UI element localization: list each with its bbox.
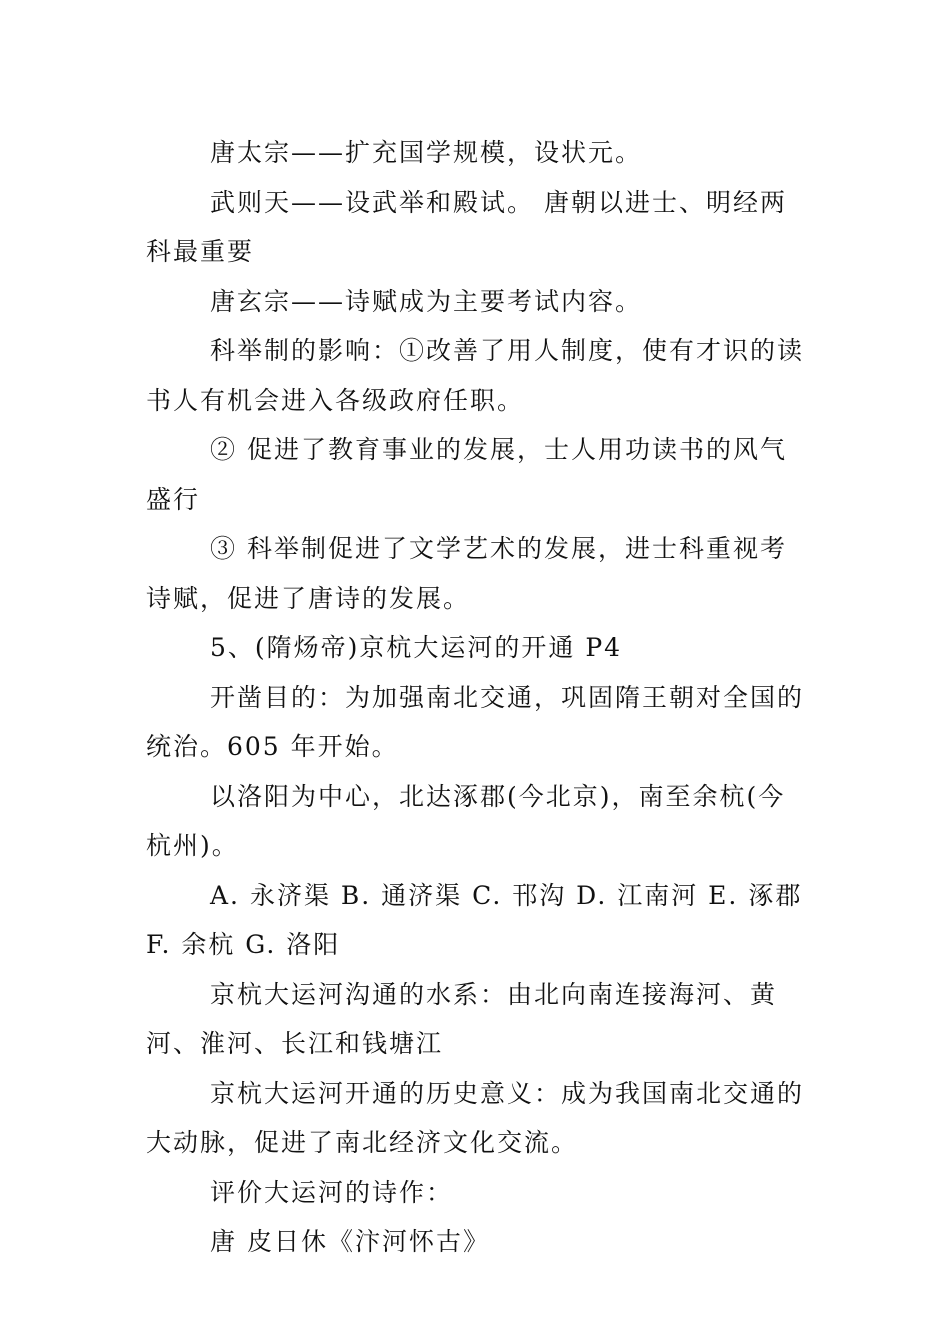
- paragraph-influence-3: ③ 科举制促进了文学艺术的发展，进士科重视考诗赋，促进了唐诗的发展。: [146, 534, 787, 613]
- document-body: [146, 128, 811, 1267]
- paragraph-influence-2: ② 促进了教育事业的发展，士人用功读书的风气盛行: [146, 435, 787, 514]
- paragraph-canal-significance: 京杭大运河开通的历史意义：成为我国南北交通的大动脉，促进了南北经济文化交流。: [146, 1078, 805, 1157]
- paragraph-wu-zetian: 武则天——设武举和殿试。 唐朝以进士、明经两科最重要: [146, 187, 787, 266]
- paragraph-canal-water-systems: 京杭大运河沟通的水系：由北向南连接海河、黄河、淮河、长江和钱塘江: [146, 979, 778, 1058]
- paragraph-exam-influence: 科举制的影响：①改善了用人制度，使有才识的读书人有机会进入各级政府任职。: [146, 336, 805, 415]
- paragraph-tang-taizong: 唐太宗——扩充国学规模，设状元。: [210, 138, 643, 167]
- paragraph-tang-xuanzong: 唐玄宗——诗赋成为主要考试内容。: [210, 286, 643, 316]
- paragraph-poem-title: 唐 皮日休《汴河怀古》: [210, 1227, 490, 1256]
- paragraph-canal-route: 以洛阳为中心，北达涿郡(今北京)，南至余杭(今杭州)。: [146, 781, 786, 860]
- paragraph-canal-poems-heading: 评价大运河的诗作：: [210, 1177, 454, 1207]
- section-heading-grand-canal: 5、(隋炀帝)京杭大运河的开通 P4: [210, 633, 623, 662]
- paragraph-canal-map-legend: A. 永济渠 B. 通济渠 C. 邗沟 D. 江南河 E. 涿郡 F. 余杭 G. 洛阳: [146, 880, 803, 959]
- paragraph-canal-purpose: 开凿目的：为加强南北交通，巩固隋王朝对全国的统治。605 年开始。: [146, 682, 805, 761]
